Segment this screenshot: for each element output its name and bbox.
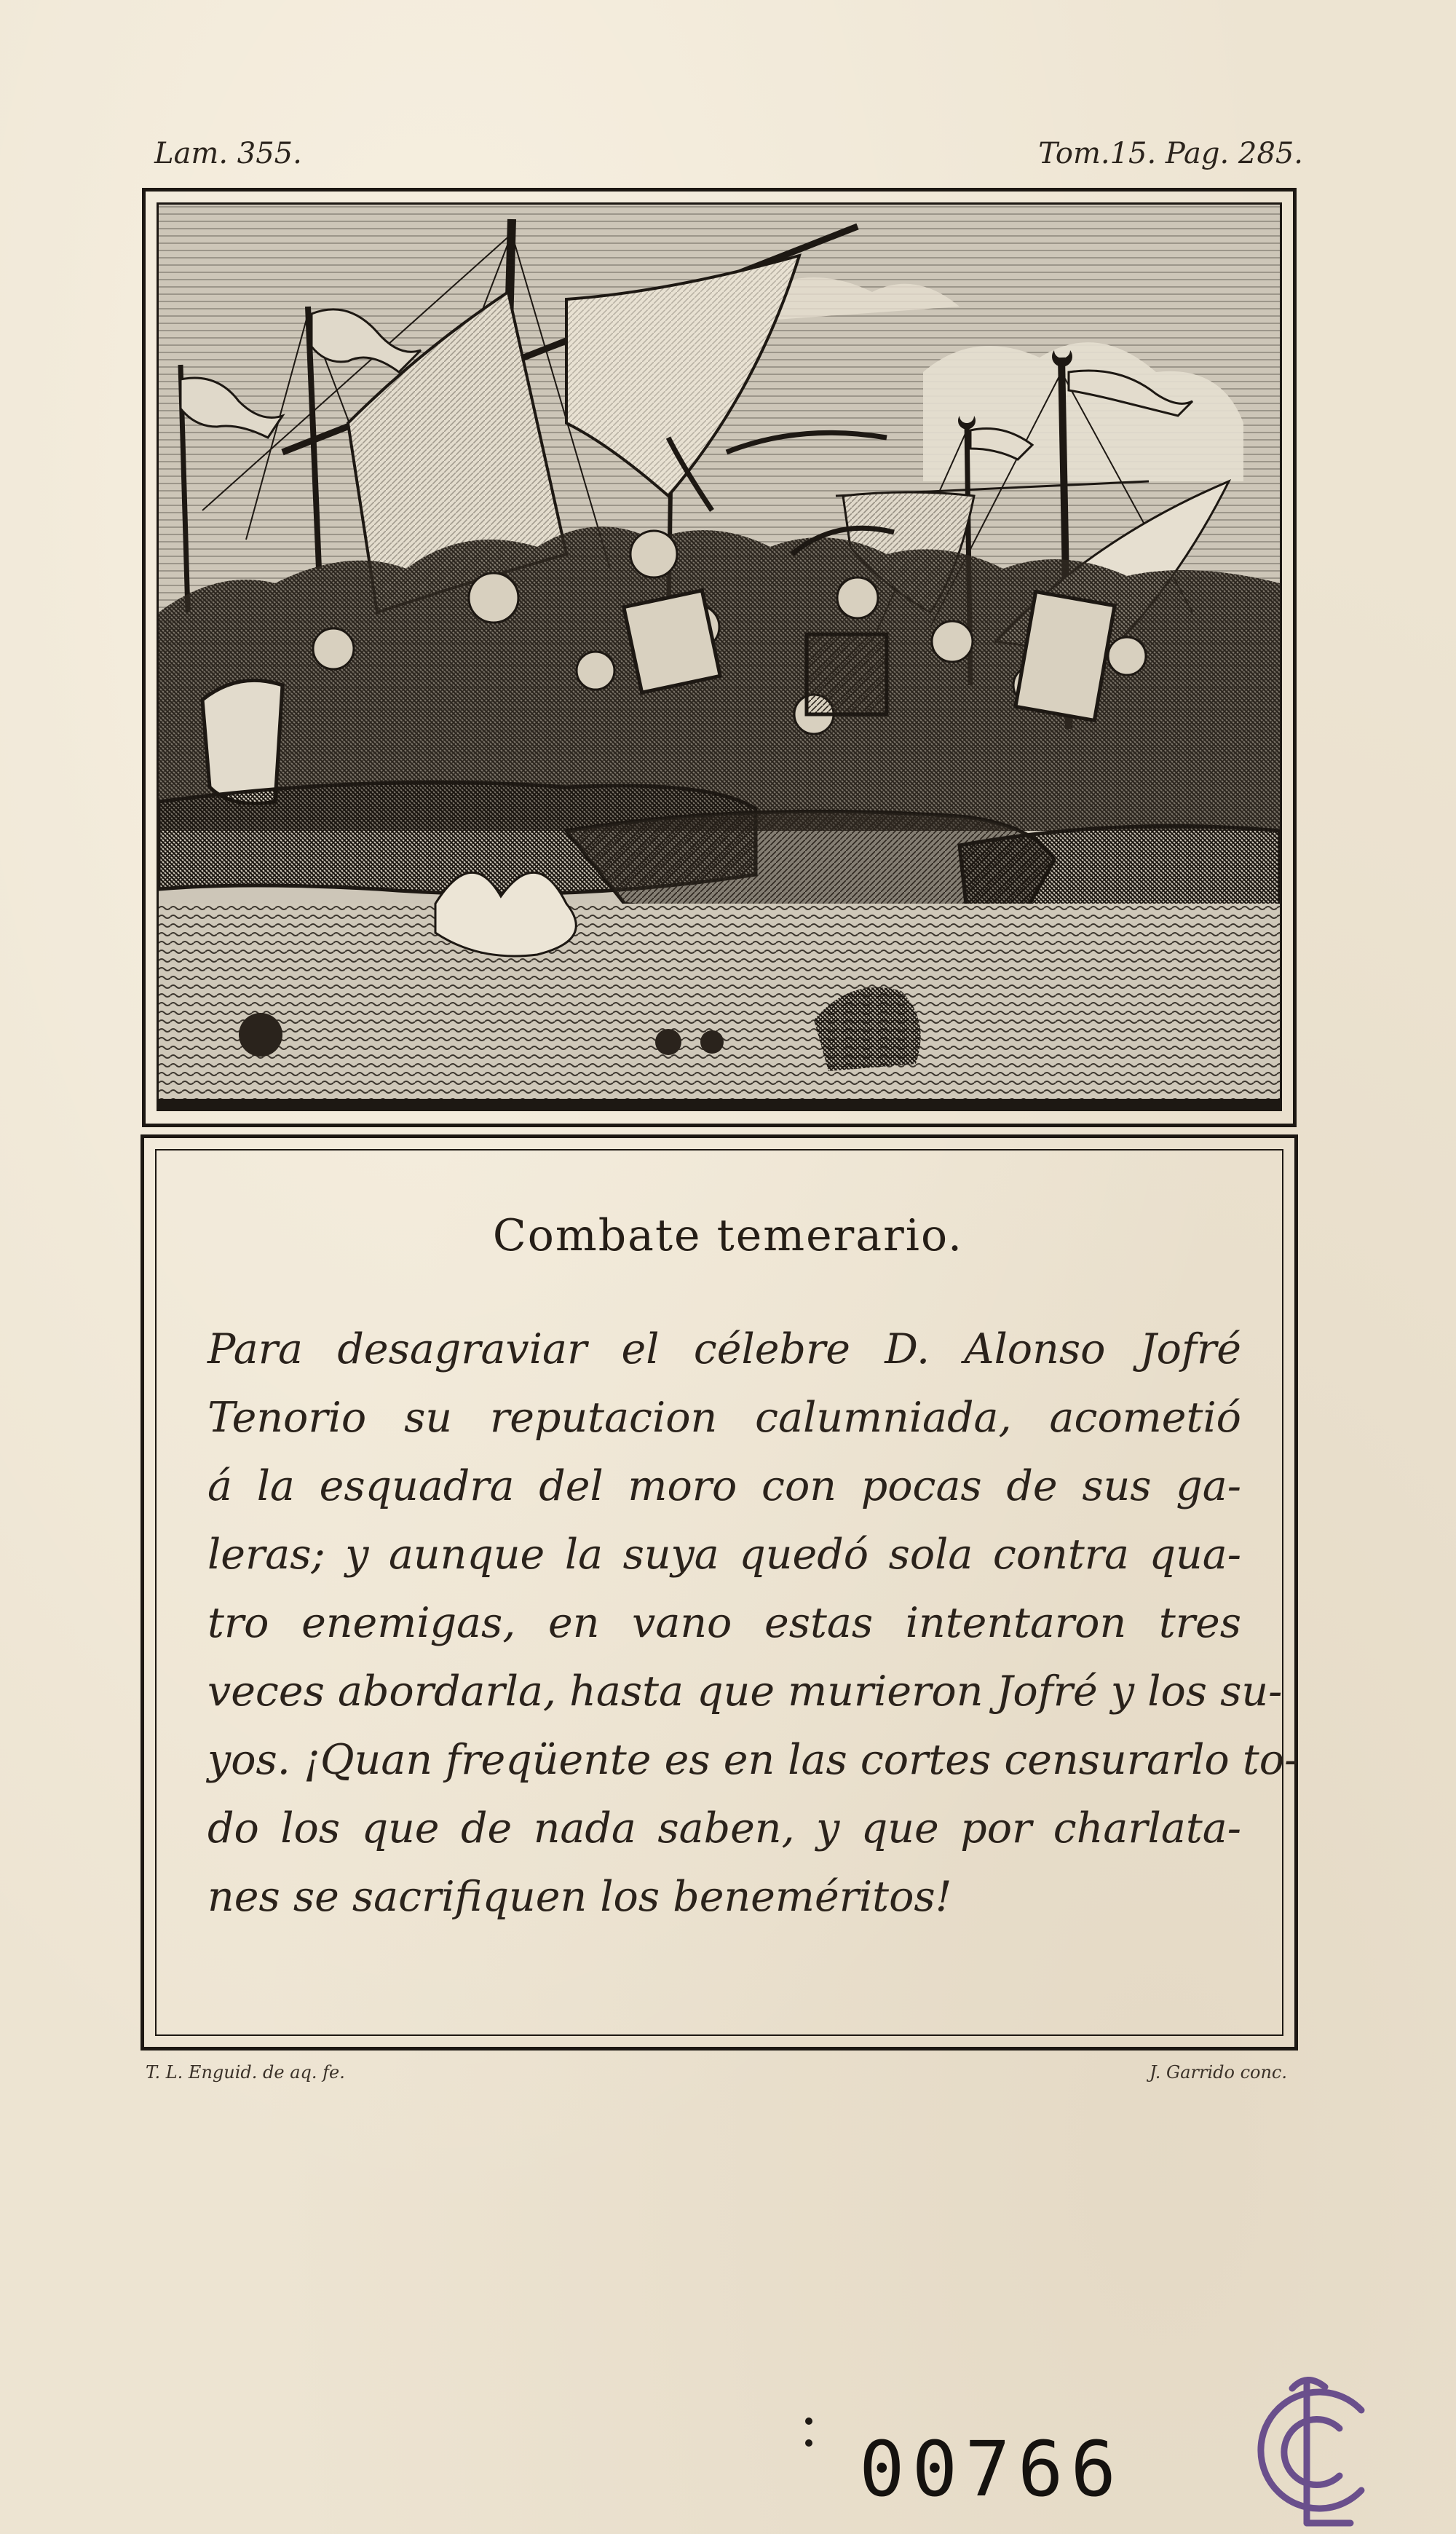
caption-line: á la esquadra del moro con pocas de sus ga- bbox=[207, 1462, 1241, 1510]
caption-line: Tenorio su reputacion calumniada, acometió bbox=[207, 1394, 1241, 1442]
caption-line: Para desagraviar el célebre D. Alonso Jofré bbox=[207, 1325, 1241, 1373]
caption-line: yos. ¡Quan freqüente es en las cortes censurarlo to- bbox=[207, 1736, 1299, 1784]
perforation-dots bbox=[805, 2417, 815, 2468]
engraving-illustration bbox=[157, 202, 1282, 1111]
caption-line: tro enemigas, en vano estas intentaron tres bbox=[207, 1599, 1241, 1647]
volume-page-reference: Tom.15. Pag. 285. bbox=[1038, 137, 1303, 170]
plate-number: Lam. 355. bbox=[154, 137, 302, 170]
caption-line: veces abordarla, hasta que murieron Jofré y los su- bbox=[207, 1667, 1283, 1716]
caption-line: do los que de nada saben, y que por charlata- bbox=[207, 1804, 1241, 1852]
draughtsman-credit: T. L. Enguid. de aq. fe. bbox=[146, 2062, 345, 2083]
caption-line: nes se sacrifiquen los beneméritos! bbox=[207, 1873, 952, 1921]
caption-line: leras; y aunque la suya quedó sola contra qua- bbox=[207, 1531, 1241, 1579]
caption-title: Combate temerario. bbox=[492, 1210, 964, 1261]
naval-battle-engraving bbox=[159, 205, 1280, 1109]
engraver-credit: J. Garrido conc. bbox=[1150, 2062, 1287, 2083]
inventory-number: 00766 bbox=[859, 2425, 1124, 2514]
caption-body bbox=[207, 1315, 1299, 1931]
collection-stamp-icon bbox=[1223, 2367, 1398, 2534]
